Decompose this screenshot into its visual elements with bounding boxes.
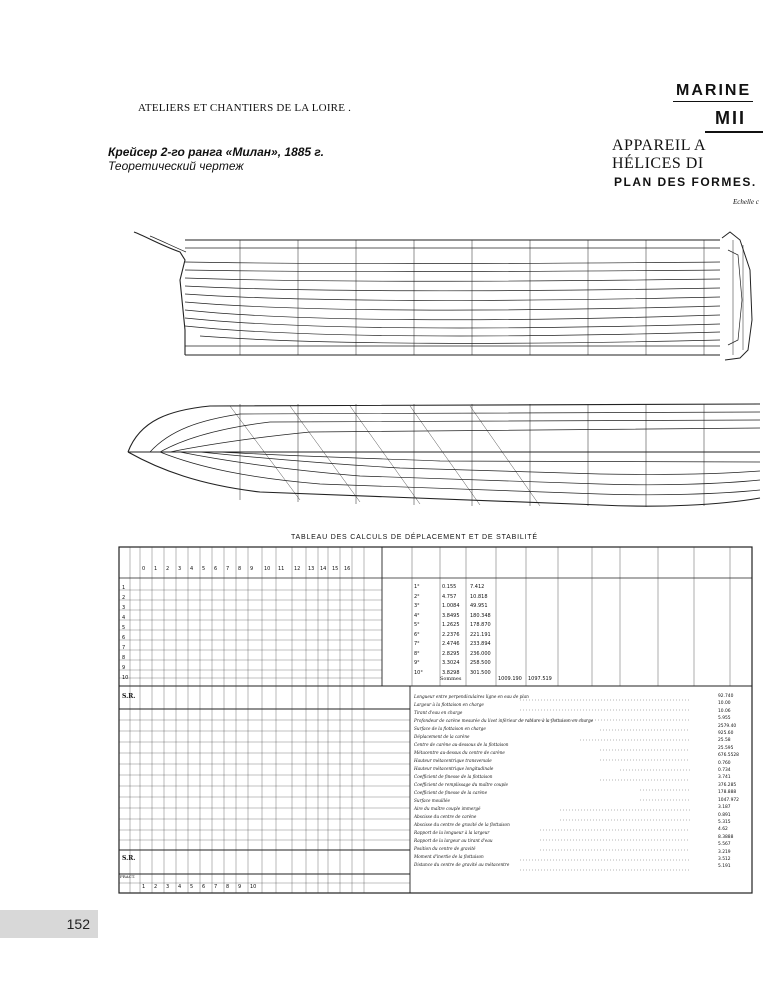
result-line: Hauteur métacentrique longitudinale	[414, 766, 494, 771]
result-value: 5.191	[718, 864, 731, 870]
result-line: Position du centre de gravité	[414, 846, 476, 851]
result-value: 676.5528	[718, 753, 739, 759]
result-value: 376.285	[718, 782, 737, 788]
right-value-b: 258.500	[470, 660, 491, 666]
result-line: Rapport de la largeur au tirant d'eau	[414, 838, 493, 843]
result-value: 2579.40	[718, 723, 737, 729]
fraction-label: FRACT.	[120, 874, 136, 879]
table-title: TABLEAU DES CALCULS DE DÉPLACEMENT ET DE STABILITÉ	[291, 534, 538, 541]
right-value-a: 0.155	[442, 584, 457, 590]
col-header: 10	[264, 566, 271, 572]
results-lines	[414, 693, 704, 869]
right-value-a: 3.8298	[442, 669, 460, 676]
result-line: Déplacement de la carène	[414, 734, 470, 739]
plan-heading: PLAN DES FORMES.	[614, 175, 757, 189]
row-label: 9	[122, 665, 126, 671]
row-label: 5	[122, 625, 126, 631]
result-line: Hauteur métacentrique transversale	[414, 758, 492, 763]
right-row-label: 4°	[414, 612, 420, 619]
result-value: 1047.972	[718, 797, 739, 803]
plan-view	[128, 404, 760, 507]
footer-cell: 3	[166, 884, 170, 890]
right-row-label: 7°	[414, 641, 420, 647]
right-values-a	[442, 583, 460, 678]
right-value-a: 2.2376	[442, 631, 460, 638]
col-header: 13	[308, 566, 315, 572]
right-row-label: 5°	[414, 622, 420, 628]
result-line: Longueur entre perpendiculaires ligne en eau de plan	[414, 694, 529, 699]
right-value-b: 221.191	[470, 631, 491, 638]
footer-cell: 5	[190, 884, 194, 890]
sommes-value-2: 1097.519	[528, 676, 552, 682]
result-value: 92.740	[718, 694, 734, 699]
row-label: 1	[122, 585, 126, 591]
right-row-label: 3°	[414, 603, 420, 609]
result-value: 0.734	[718, 768, 731, 774]
right-value-a: 4.757	[442, 593, 457, 600]
result-line: Coefficient de remplissage du maître couple	[414, 782, 509, 787]
footer-cell: 6	[202, 884, 206, 890]
right-row-label: 1°	[414, 584, 420, 590]
row-label: 2	[122, 595, 126, 601]
right-value-b: 236.000	[470, 650, 491, 657]
col-header: 5	[202, 566, 206, 572]
footer-cell: 7	[214, 884, 218, 890]
result-line: Moment d'inertie de la flottaison	[414, 854, 484, 859]
result-line: Coefficient de finesse de la flottaison	[414, 774, 493, 779]
row-label: 6	[122, 635, 126, 641]
result-value: 5.955	[718, 716, 731, 722]
col-header: 14	[320, 566, 327, 572]
right-value-a: 2.8295	[442, 650, 460, 657]
col-header: 2	[166, 566, 170, 572]
result-value: 3.741	[718, 775, 731, 781]
right-row-label: 6°	[414, 631, 420, 638]
row-label: 10	[122, 675, 129, 681]
right-value-a: 2.4746	[442, 641, 460, 647]
right-col-labels	[414, 583, 423, 678]
result-value: 4.62	[718, 827, 728, 833]
footer-cell: 1	[142, 884, 146, 890]
page-number-box	[0, 910, 98, 938]
col-header: 8	[238, 566, 242, 572]
profile-view	[134, 232, 752, 360]
result-value: 8.3888	[718, 834, 734, 840]
col-header: 3	[178, 566, 182, 572]
col-header: 9	[250, 566, 254, 572]
col-header: 16	[344, 566, 351, 572]
col-header: 6	[214, 566, 218, 572]
right-table-grid	[412, 547, 730, 686]
sr-label-2: S.R.	[122, 855, 136, 862]
result-value: 10.06	[718, 708, 731, 714]
result-value: 25.58	[718, 738, 731, 744]
result-value: 3.187	[718, 805, 731, 811]
right-value-a: 3.3024	[442, 660, 460, 666]
result-value: 925.60	[718, 731, 734, 737]
result-value: 5.567	[718, 842, 731, 848]
result-line: Abscisse du centre de gravité de la flottaison	[414, 822, 510, 827]
footer-cell: 8	[226, 884, 230, 890]
right-row-label: 8°	[414, 650, 420, 657]
right-row-label: 2°	[414, 593, 420, 600]
col-header: 4	[190, 566, 194, 572]
right-row-label: 10°	[414, 669, 423, 676]
right-value-a: 1.0084	[442, 603, 460, 609]
row-labels	[122, 583, 128, 683]
marine-heading: MARINE	[676, 82, 752, 99]
result-line: Profondeur de carène mesurée du livet inférieur de rablure à la flottaison en charge	[414, 718, 594, 723]
caption-subtitle: Теоретический чертеж	[108, 159, 244, 173]
result-value: 5.315	[718, 819, 731, 825]
result-line: Coefficient de finesse de la carène	[414, 790, 488, 795]
result-line: Abscisse du centre de carène	[414, 814, 477, 819]
result-value: 0.760	[718, 760, 731, 766]
right-value-b: 233.894	[470, 641, 491, 647]
shipyard-title: ATELIERS ET CHANTIERS DE LA LOIRE .	[138, 102, 352, 114]
result-value: 25.595	[718, 745, 734, 751]
col-header: 0	[142, 566, 146, 572]
footer-cell: 2	[154, 884, 158, 890]
right-value-b: 301.500	[470, 669, 491, 676]
right-value-a: 1.2625	[442, 622, 460, 628]
sommes-label: Sommes	[440, 676, 462, 682]
result-line: Rapport de la longueur à la largeur	[414, 830, 490, 835]
result-value: 3.512	[718, 856, 731, 862]
right-value-b: 180.348	[470, 612, 491, 619]
result-line: Largeur à la flottaison en charge	[414, 702, 484, 707]
right-value-a: 3.8495	[442, 612, 460, 619]
result-value: 10.00	[718, 701, 731, 707]
row-label: 4	[122, 615, 126, 621]
page-number: 152	[66, 916, 90, 932]
result-line: Aire du maître couple immergé	[414, 806, 481, 811]
right-value-b: 178.870	[470, 622, 491, 628]
right-value-b: 10.818	[470, 593, 488, 600]
col-header: 7	[226, 566, 230, 572]
result-value: 0.891	[718, 812, 731, 818]
result-line: Tirant d'eau en charge	[414, 710, 463, 715]
result-line: Distance du centre de gravité au métacentre	[414, 862, 510, 867]
caption-title: Крейсер 2-го ранга «Милан», 1885 г.	[108, 145, 325, 159]
left-table-rows	[119, 590, 410, 883]
appareil-heading: APPAREIL A HÉLICES DI	[612, 137, 706, 172]
sommes-value-1: 1009.190	[498, 676, 522, 682]
col-header: 12	[294, 566, 301, 572]
result-line: Métacentre au-dessus du centre de carène	[414, 750, 505, 755]
right-value-b: 49.951	[470, 603, 488, 609]
row-label: 3	[122, 605, 126, 611]
right-value-b: 7.412	[470, 584, 485, 590]
result-value: 178.888	[718, 790, 737, 796]
result-line: Surface mouillée	[414, 798, 450, 803]
scale-label: Echelle c	[733, 198, 759, 206]
col-header: 1	[154, 566, 158, 572]
result-line: Centre de carène au-dessous de la flottaison	[414, 742, 509, 747]
result-line: Surface de la flottaison en charge	[414, 726, 486, 731]
footer-cell: 9	[238, 884, 242, 890]
military-heading: MII	[715, 108, 746, 128]
footer-cell: 4	[178, 884, 182, 890]
row-label: 8	[122, 655, 126, 661]
col-header: 11	[278, 566, 285, 572]
result-value: 3.219	[718, 849, 731, 855]
row-label: 7	[122, 645, 126, 651]
right-row-label: 9°	[414, 660, 420, 666]
sr-label: S.R.	[122, 693, 136, 700]
col-header: 15	[332, 566, 339, 572]
right-values-b	[470, 583, 491, 678]
results-values	[718, 693, 739, 871]
footer-cell: 10	[250, 884, 257, 890]
